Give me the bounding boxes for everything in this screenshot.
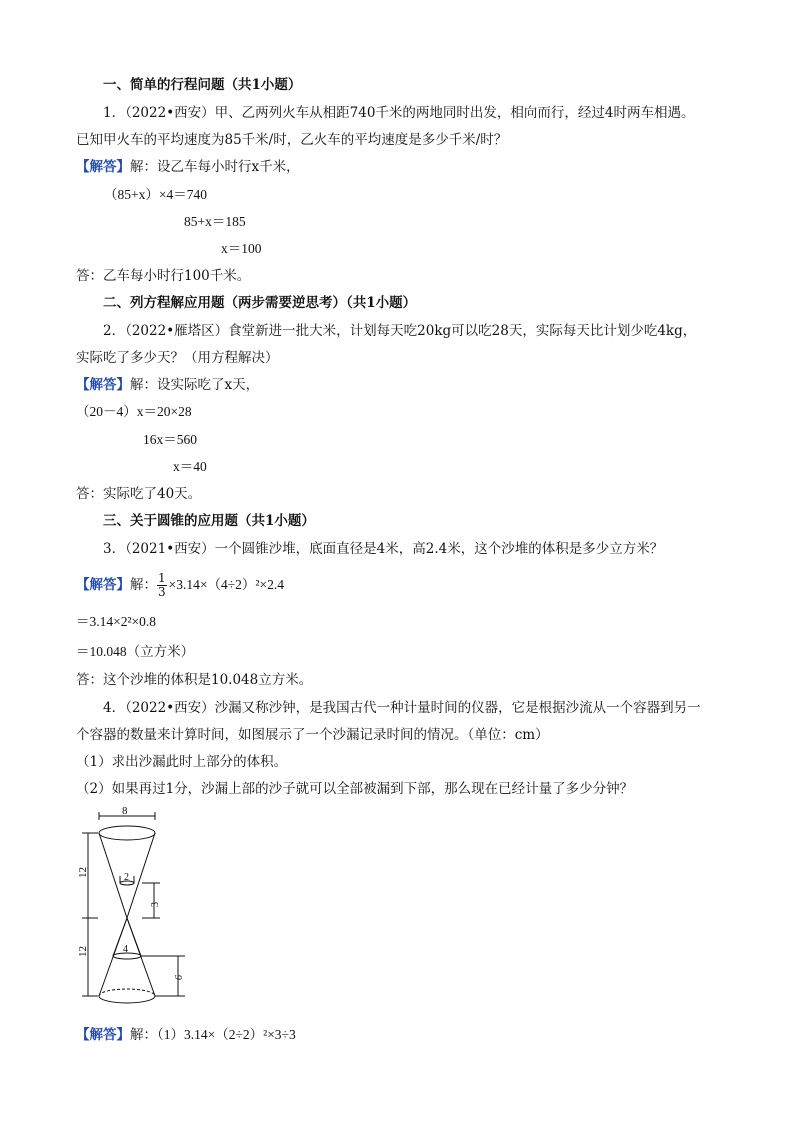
- section-3-heading: 三、关于圆锥的应用题（共1小题）: [103, 513, 315, 529]
- answer-2-conclusion: 答：实际吃了40天。: [76, 486, 202, 502]
- label-upper-sand-diameter: 2: [124, 872, 129, 883]
- lower-sand-cone-right: [127, 918, 141, 956]
- answer-2-intro: [76, 376, 259, 394]
- lower-cone-base-back: [99, 989, 155, 996]
- equation-2-step-1: （20－4）x＝20×28: [76, 404, 192, 419]
- question-1-line-1: 1．（2022•西安）甲、乙两列火车从相距740千米的两地同时出发，相向而行，经过4时两车相遇。: [103, 105, 695, 121]
- label-lower-height: 12: [77, 946, 89, 957]
- section-1-heading: 一、简单的行程问题（共1小题）: [103, 77, 302, 93]
- answer-text: 解：设实际吃了x天，: [130, 377, 260, 393]
- upper-cone-left-edge: [99, 833, 127, 918]
- equation-1-step-2: 85+x＝185: [184, 214, 246, 229]
- fraction-numerator: 1: [158, 571, 166, 585]
- label-upper-height: 12: [77, 867, 89, 878]
- answer-prefix: 解：: [130, 577, 157, 593]
- answer-tag: 【解答】: [76, 1027, 130, 1043]
- equation-2-step-3: x＝40: [173, 459, 207, 474]
- section-2-heading: 二、列方程解应用题（两步需要逆思考）（共1小题）: [103, 295, 417, 311]
- answer-text: 解：（1）3.14×（2÷2）²×3÷3: [130, 1027, 296, 1042]
- question-4-line-2: 个容器的数量来计算时间，如图展示了一个沙漏记录时间的情况。（单位：cm）: [76, 727, 549, 743]
- question-2-line-1: 2．（2022•雁塔区）食堂新进一批大米，计划每天吃20kg可以吃28天，实际每天比计划少吃4kg，: [103, 323, 697, 339]
- answer-1-conclusion: 答：乙车每小时行100千米。: [76, 268, 251, 284]
- hourglass-diagram: [70, 806, 220, 1011]
- label-lower-sand-height: 6: [174, 975, 185, 980]
- answer-tag: 【解答】: [76, 159, 130, 175]
- answer-3-intro: [76, 572, 284, 599]
- equation-3-step-1: ＝3.14×2²×0.8: [76, 614, 157, 629]
- question-2-line-2: 实际吃了多少天？（用方程解决）: [76, 350, 279, 366]
- question-3-line-1: 3．（2021•西安）一个圆锥沙堆，底面直径是4米，高2.4米，这个沙堆的体积是多少立方米？: [103, 541, 664, 557]
- equation-2-step-2: 16x＝560: [143, 432, 197, 447]
- equation-1-step-3: x＝100: [221, 241, 262, 256]
- answer-expression: ×3.14×（4÷2）²×2.4: [168, 577, 284, 592]
- answer-tag: 【解答】: [76, 577, 130, 593]
- answer-3-conclusion: 答：这个沙堆的体积是10.048立方米。: [76, 672, 313, 688]
- answer-4-intro: [76, 1026, 296, 1044]
- label-lower-sand-diameter: 4: [123, 944, 128, 955]
- lower-cone-base-front: [99, 996, 155, 1003]
- label-top-diameter: 8: [122, 806, 128, 817]
- fraction-one-third: [157, 572, 167, 599]
- label-upper-sand-height: 3: [150, 902, 161, 907]
- answer-1-intro: [76, 158, 300, 176]
- question-1-line-2: 已知甲火车的平均速度为85千米/时，乙火车的平均速度是多少千米/时？: [76, 132, 508, 148]
- answer-tag: 【解答】: [76, 377, 130, 393]
- question-4-line-1: 4．（2022•西安）沙漏又称沙钟，是我国古代一种计量时间的仪器，它是根据沙流从一个容器到另一: [103, 700, 701, 716]
- answer-text: 解：设乙车每小时行x千米，: [130, 159, 300, 175]
- fraction-denominator: 3: [158, 585, 166, 599]
- equation-1-step-1: （85+x）×4＝740: [104, 187, 207, 202]
- question-4-sub-1: （1）求出沙漏此时上部分的体积。: [76, 754, 288, 770]
- equation-3-step-2: ＝10.048（立方米）: [76, 644, 195, 659]
- question-4-sub-2: （2）如果再过1分，沙漏上部的沙子就可以全部被漏到下部，那么现在已经计量了多少分钟？: [76, 781, 634, 797]
- upper-cone-top-ellipse: [99, 826, 155, 840]
